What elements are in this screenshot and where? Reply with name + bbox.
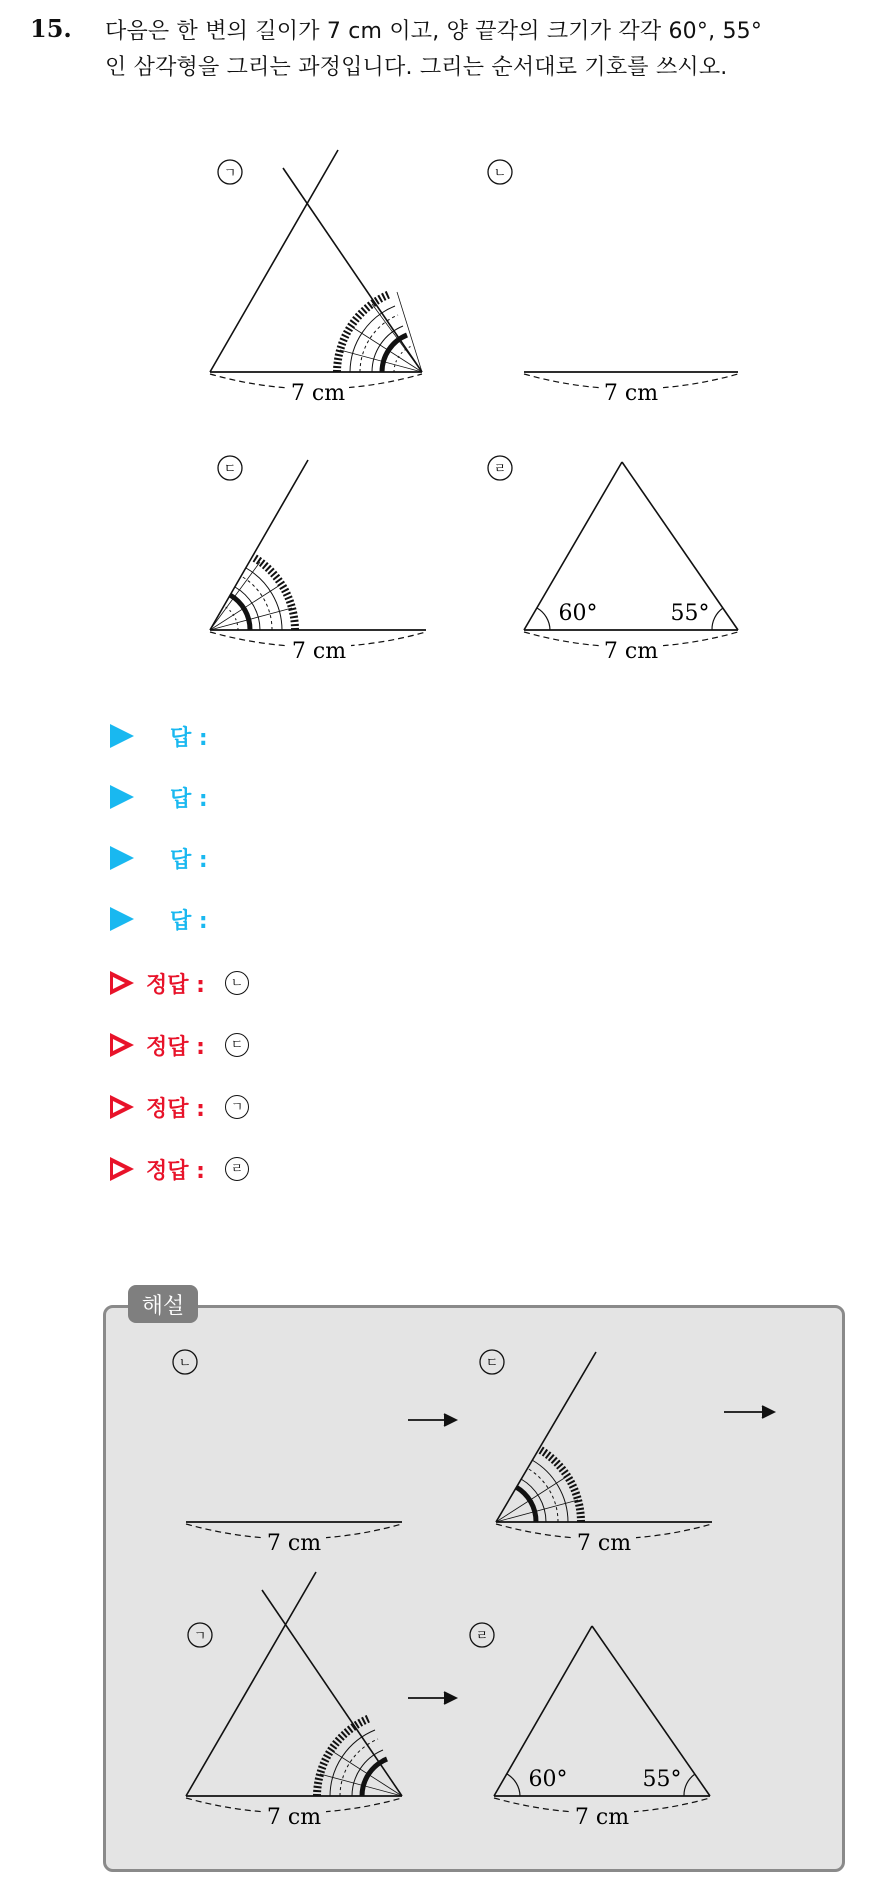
figure-b-label: ㄴ <box>493 166 507 181</box>
correct-answer-label: 정답 : <box>146 1096 205 1122</box>
question-text-line1: 다음은 한 변의 길이가 7 cm 이고, 양 끝각의 크기가 각각 60°, 55° <box>105 19 763 44</box>
solution-c-length: 7 cm <box>576 1531 632 1556</box>
solution-c-label: ㄷ <box>485 1356 499 1371</box>
figure-a-label: ㄱ <box>223 166 237 181</box>
question-text-line2: 인 삼각형을 그리는 과정입니다. 그리는 순서대로 기호를 쓰시오. <box>105 55 728 80</box>
correct-answer-value: ㄹ <box>225 1157 249 1181</box>
answer-label: 답 : <box>170 725 208 751</box>
figure-c-length: 7 cm <box>291 639 347 664</box>
correct-answer-value: ㄷ <box>225 1033 249 1057</box>
correct-answer-label: 정답 : <box>146 1034 205 1060</box>
solution-tag: 해설 <box>128 1285 198 1323</box>
figure-d-length: 7 cm <box>603 639 659 664</box>
solution-d-length: 7 cm <box>574 1805 630 1830</box>
solution-d-angle-left: 60° <box>528 1767 568 1792</box>
answer-label: 답 : <box>170 786 208 812</box>
solution-d-label: ㄹ <box>475 1629 489 1644</box>
correct-answer-label: 정답 : <box>146 972 205 998</box>
correct-answer-value: ㄴ <box>225 971 249 995</box>
figure-d-label: ㄹ <box>493 462 507 477</box>
figure-d-angle-right: 55° <box>670 601 710 626</box>
figure-b-length: 7 cm <box>603 381 659 406</box>
figure-d-angle-left: 60° <box>558 601 598 626</box>
answer-label: 답 : <box>170 847 208 873</box>
solution-b-length: 7 cm <box>266 1531 322 1556</box>
figure-a-length: 7 cm <box>290 381 346 406</box>
answer-label: 답 : <box>170 908 208 934</box>
figure-c-label: ㄷ <box>223 462 237 477</box>
solution-a-length: 7 cm <box>266 1805 322 1830</box>
correct-answer-value: ㄱ <box>225 1095 249 1119</box>
solution-b-label: ㄴ <box>178 1356 192 1371</box>
solution-a-label: ㄱ <box>193 1629 207 1644</box>
solution-d-angle-right: 55° <box>642 1767 682 1792</box>
question-number: 15. <box>30 14 72 43</box>
correct-answer-label: 정답 : <box>146 1158 205 1184</box>
